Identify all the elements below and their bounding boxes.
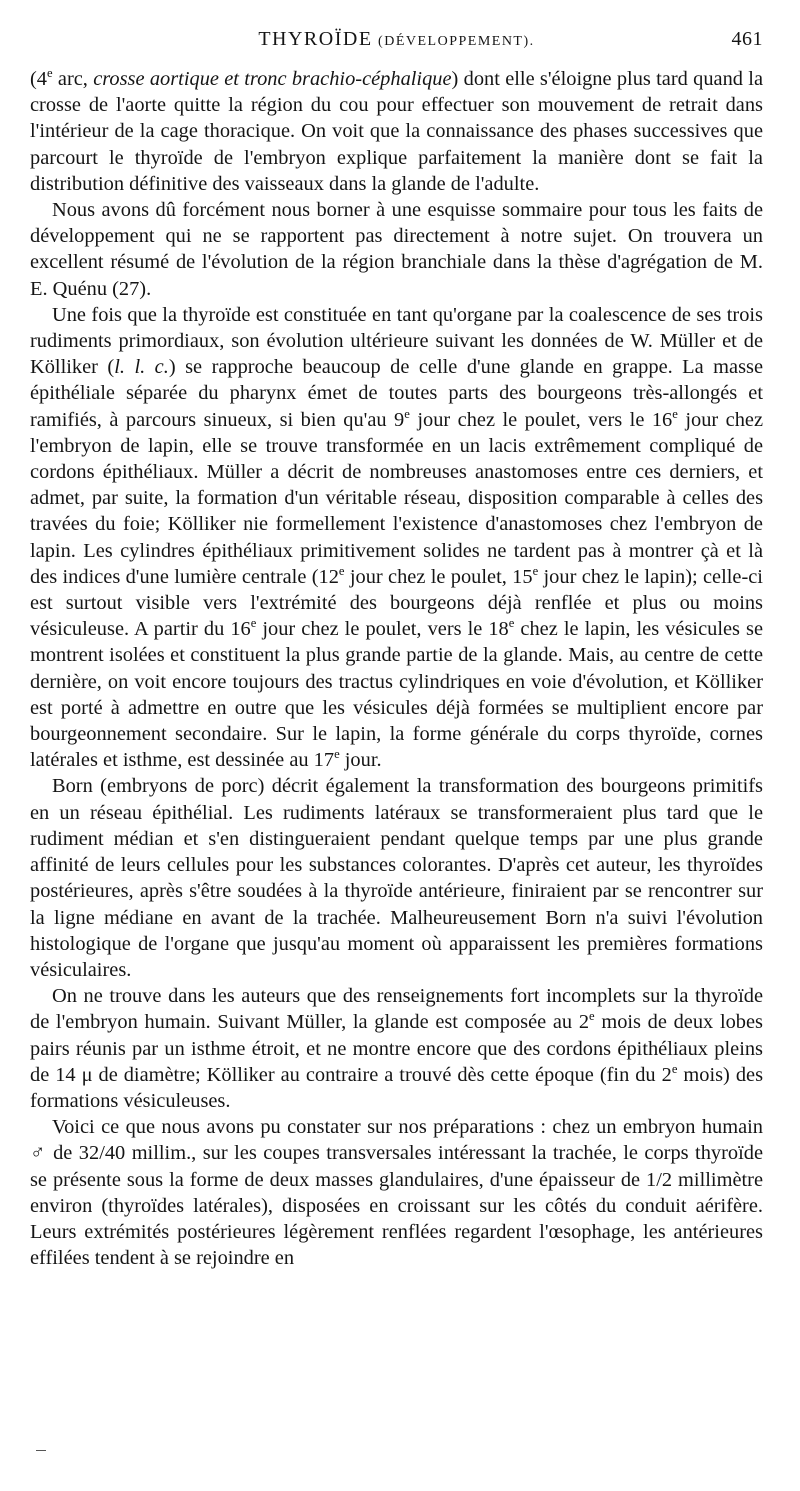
page xyxy=(30,28,763,1271)
superscript: e xyxy=(508,616,515,631)
margin-mark xyxy=(36,1450,46,1451)
superscript: e xyxy=(532,564,539,579)
text-run: jour chez le poulet, vers le 18 xyxy=(256,618,509,641)
text-run: Nous avons dû forcément nous borner à une esquisse sommaire pour tous les faits de développement qui ne se rapportent pas directement à notre sujet. On trouvera un excellent résumé de l'évolution de la région branchiale dans la thèse d'agrégation de M. E. Quénu (27). xyxy=(30,199,763,300)
text-run: Born (embryons de porc) décrit également la transformation des bourgeons primitifs en un réseau épithélial. Les rudiments latéraux se transformeraient plus tard que le rudiment médian et s'en distingueraient pendant quelque temps par une plus grande affinité de leurs cellules pour les substances colorantes. D'après cet auteur, les thyroïdes postérieures, après s'être soudées à la thyroïde antérieure, finiraient par se rencontrer sur la ligne médiane en avant de la trachée. Malheureusement Born n'a suivi l'évolution histologique de l'organe que jusqu'au moment où apparaissent les premières formations vésiculaires. xyxy=(30,775,763,981)
italic-text: l. l. c. xyxy=(114,356,169,379)
paragraph xyxy=(30,302,763,774)
text-run: ) dont elle s'éloigne plus tard quand la crosse de l'aorte quitte la région du cou pour effectuer son mouvement de retrait dans l'intérieur de la cage thoracique. On voit que la connaissance des phases successives que parcourt le thyroïde de l'embryon explique parfaitement la manière dont se fait la distribution définitive des vaisseaux dans la glande de l'adulte. xyxy=(30,68,763,195)
text-run: jour chez le poulet, 15 xyxy=(344,565,533,588)
superscript: e xyxy=(404,406,410,421)
superscript: e xyxy=(671,1061,678,1076)
superscript: e xyxy=(672,406,678,421)
text-run: jour chez le poulet, vers le 16 xyxy=(409,408,673,431)
text-run: jour. xyxy=(339,749,382,772)
text-run: ) se rapproche beaucoup de celle d'une glande en grappe. La masse épithéliale séparée du pharynx émet de toutes parts des bourgeons très-allongés et ramifiés, à parcours sinueux, si bien qu'au 9 xyxy=(30,356,763,431)
text-run: Voici ce que nous avons pu constater sur nos préparations : chez un embryon humain ♂ de 32/40 millim., sur les coupes transversales intéressant la trachée, le corps thyroïde se présente sous la forme de deux masses glandulaires, d'une épaisseur de 1/2 millimètre environ (thyroïdes latérales), disposées en croissant sur les côtés du conduit aérifère. Leurs extrémités postérieures légèrement renflées regardent l'œsophage, les antérieures effilées tendent à se rejoindre en xyxy=(30,1116,763,1270)
text-run: (4 xyxy=(30,68,47,90)
superscript: e xyxy=(250,616,257,631)
superscript: e xyxy=(334,747,340,762)
superscript: e xyxy=(589,1009,595,1024)
text-run: jour chez l'embryon de lapin, elle se trouve transformée en un lacis extrêmement compliqué de cordons épithéliaux. Müller a décrit de nombreuses anastomoses entre ces derniers, et admet, par suite, la formation d'un véritable réseau, disposition comparable à celles des travées du foie; Kölliker nie formellement l'existence d'anastomoses chez l'embryon de lapin. Les cylindres épithéliaux primitivement solides ne tardent pas à montrer çà et là des indices d'une lumière centrale (12 xyxy=(30,408,764,588)
paragraph xyxy=(30,197,763,302)
paragraph xyxy=(30,66,763,197)
paragraph xyxy=(30,983,763,1114)
text-run: arc, xyxy=(52,68,94,90)
page-number: 461 xyxy=(731,28,763,50)
running-title-main: THYROÏDE xyxy=(258,28,373,50)
text-run: On ne trouve dans les auteurs que des renseignements fort incomplets sur la thyroïde de l'embryon humain. Suivant Müller, la glande est composée au 2 xyxy=(30,985,763,1034)
superscript: e xyxy=(47,66,53,81)
running-head xyxy=(30,28,763,54)
paragraph xyxy=(30,773,763,983)
text-run: chez le lapin, les vésicules se montrent isolées et constituent la plus grande partie de la glande. Mais, au centre de cette dernière, on voit encore toujours des tractus cylindriques en voie d'évolution, et Kölliker est porté à admettre en outre que les vésicules déjà formées se multiplient encore par bourgeonnement secondaire. Sur le lapin, la forme générale du corps thyroïde, cornes latérales et isthme, est dessinée au 17 xyxy=(30,618,764,772)
running-title-sub: (DÉVELOPPEMENT). xyxy=(378,34,535,49)
italic-text: crosse aortique et tronc brachio-céphalique xyxy=(93,68,452,90)
body-text xyxy=(30,66,763,1271)
paragraph xyxy=(30,1114,763,1271)
superscript: e xyxy=(338,564,345,579)
text-run: mois) des formations vésiculeuses. xyxy=(30,1063,764,1112)
text-run: Une fois que la thyroïde est constituée en tant qu'organe par la coalescence de ses trois rudiments primordiaux, son évolution ultérieure suivant les données de W. Müller et de Kölliker ( xyxy=(30,303,763,379)
text-run: mois de deux lobes pairs réunis par un isthme étroit, et ne montre encore que des cordons épithéliaux pleins de 14 μ de diamètre; Kölliker au contraire a trouvé dès cette époque (fin du 2 xyxy=(30,1011,763,1086)
text-run: jour chez le lapin); celle-ci est surtout visible vers l'extrémité des bourgeons déjà renflée et plus ou moins vésiculeuse. A partir du 16 xyxy=(30,565,763,641)
running-title xyxy=(30,28,763,51)
